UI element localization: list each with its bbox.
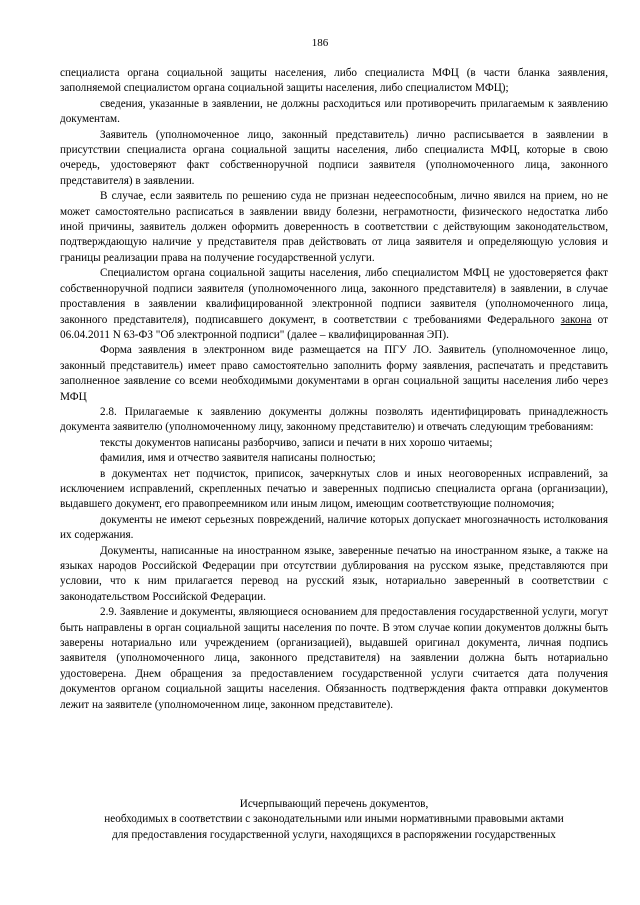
requirement-no-damage: документы не имеют серьезных повреждений, наличие которых допускает многозначность истолкования их содержания. <box>60 513 608 542</box>
paragraph-signature-requirement: специалиста органа социальной защиты населения, либо специалиста МФЦ (в части бланка заявления, заполняемой специалистом органа социальной защиты населения, либо специалистом МФЦ); <box>60 67 608 95</box>
federal-law-link[interactable]: закона <box>560 313 592 326</box>
paragraph-section-2-9: 2.9. Заявление и документы, являющиеся основанием для предоставления государственной услуги, могут быть направлены в орган социальной защиты населения по почте. В этом случае копии документов должны быть заверены нотариально или учреждением (организацией), выдавшей оригинал документа, личная подпись заявителя (уполномоченного лица, законного представителя) на заявлении должна быть нотариально удостоверена. Днем обращения за предоставлением государственной услуги считается дата получения документов органом социальной защиты населения. Обязанность подтверждения факта отправки документов лежит на заявителе (уполномоченном лице, законном представителе). <box>60 606 608 711</box>
requirement-full-name: фамилия, имя и отчество заявителя написаны полностью; <box>100 452 376 465</box>
requirement-no-corrections: в документах нет подчисток, приписок, зачеркнутых слов и иных неоговоренных исправлений, за исключением исправлений, скрепленных печатью и заверенных подписью специалиста органа (организации), выдавшего документ, его правопреемником или иным лицом, имеющим соответствующие полномочия; <box>60 467 608 511</box>
paragraph-section-2-8: 2.8. Прилагаемые к заявлению документы должны позволять идентифицировать принадлежность документа заявителю (уполномоченному лицу, законному представителю) и отвечать следующим требованиям: <box>60 405 608 434</box>
section-heading-line-1: Исчерпывающий перечень документов, <box>239 798 429 810</box>
section-heading-line-2: необходимых в соответствии с законодательными или иными нормативными правовыми актами <box>104 813 564 826</box>
paragraph-electronic-signature-text-end: от 06.04.2011 N 63-ФЗ "Об электронной подписи" (далее – квалифицированная ЭП). <box>60 313 608 341</box>
paragraph-foreign-language: Документы, написанные на иностранном языке, заверенные печатью на иностранном языке, а также на языках народов Российской Федерации при отсутствии дублирования на русском языке, представляются при условии, что к ним прилагается перевод на русский язык, нотариально заверенный в соответствии с законодательством Российской Федерации. <box>60 544 608 603</box>
section-heading <box>60 797 608 843</box>
paragraph-consistency: сведения, указанные в заявлении, не должны расходиться или противоречить прилагаемым к заявлению документам. <box>60 97 608 126</box>
document-body <box>60 66 608 713</box>
paragraph-power-of-attorney: В случае, если заявитель по решению суда не признан недееспособным, лично явился на прием, но не может самостоятельно расписаться в заявлении ввиду болезни, неграмотности, физического недостатка либо иной причины, заявитель должен оформить доверенность в соответствии с действующим законодательством, подтверждающую наличие у представителя прав действовать от лица заявителя и определяющую условия и границы реализации права на получение государственной услуги. <box>60 190 608 264</box>
paragraph-electronic-form: Форма заявления в электронном виде размещается на ПГУ ЛО. Заявитель (уполномоченное лицо, законный представитель) имеет право самостоятельно заполнить форму заявления, распечатать и представить заполненное заявление со всеми необходимыми документами в орган социальной защиты населения либо через МФЦ <box>60 344 608 403</box>
paragraph-electronic-signature <box>60 266 608 343</box>
paragraph-electronic-signature-text-start: Специалистом органа социальной защиты населения, либо специалистом МФЦ не удостоверяется факт собственноручной подписи заявителя (уполномоченного лица, законного представителя) в заявлении, в случае проставления в заявлении квалифицированной электронной подписи заявителя (уполномоченного лица, законного представителя), подписавшего документ, в соответствии с требованиями Федерального <box>60 267 608 326</box>
paragraph-applicant-signs: Заявитель (уполномоченное лицо, законный представитель) лично расписывается в заявлении в присутствии специалиста органа социальной защиты населения, либо специалиста МФЦ, которые в свою очередь, удостоверяют факт собственноручной подписи заявителя (уполномоченного лица, законного представителя) в заявлении. <box>60 128 608 187</box>
page-number: 186 <box>311 37 329 49</box>
requirement-legible: тексты документов написаны разборчиво, записи и печати в них хорошо читаемы; <box>100 436 493 449</box>
section-heading-line-3: для предоставления государственной услуги, находящихся в распоряжении государственных <box>112 828 556 841</box>
